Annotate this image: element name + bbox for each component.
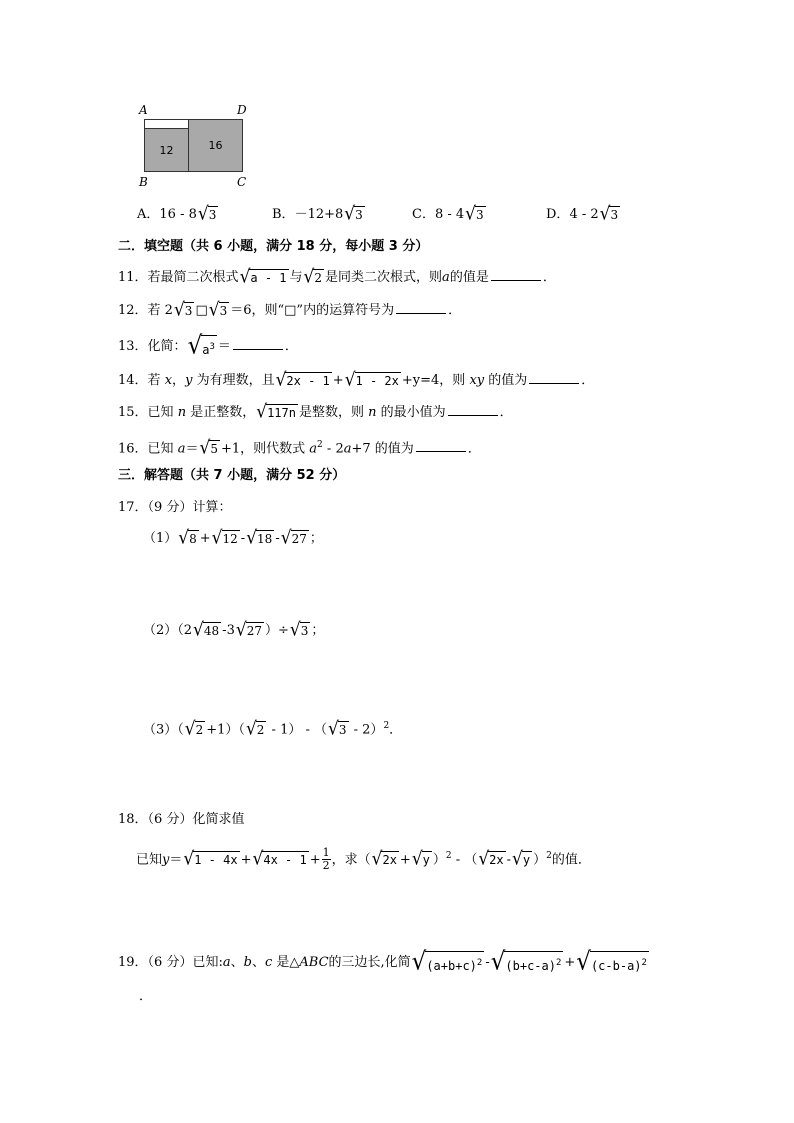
question-12: 12．若 2 √ 3 □ √ 3 ＝6，则“□”内的运算符号为 ． <box>118 299 462 321</box>
square-16 <box>188 119 243 172</box>
question-18-head: 18．（6 分）化简求值 <box>118 812 245 827</box>
question-18-body: 已知y＝ √ 1 - 4x + √ 4x - 1 + $\frac{1}{2}$ ，求（ √ 2x + √ y ）$^2$ - （ √ 2x - √ y ）$^2$的值． <box>136 846 591 873</box>
label-a: A <box>139 103 148 117</box>
label-b: B <box>139 175 148 189</box>
sqrt: √ 3 <box>599 203 619 225</box>
label-d: D <box>237 103 247 117</box>
option-c: C．8 - 4 √ 3 <box>412 203 484 225</box>
answer-blank[interactable] <box>396 302 446 314</box>
fraction-one-half: $\frac{1}{2}$ <box>322 846 330 873</box>
answer-blank[interactable] <box>233 338 283 350</box>
question-17-head: 17．（9 分）计算： <box>118 500 232 515</box>
question-17-part-1: （1） √ 8 + √ 12 - √ 18 - √ 27 ； <box>143 527 323 549</box>
question-16: 16．已知 a＝ √ 5 +1，则代数式 $a^2 - 2a+7$ 的值为 ． <box>118 437 481 460</box>
question-19: 19．（6 分）已知:a、b、c 是△ABC的三边长,化简 √ $(a+b+c)^2$ - √ $(b+c-a)^2$ + √ $(c-b-a)^2$ <box>118 947 647 976</box>
question-17-part-2: （2）（2 √ 48 -3 √ 27 ）÷ √ 3 ； <box>143 619 325 641</box>
answer-blank[interactable] <box>491 269 541 281</box>
question-15: 15．已知 n 是正整数， √ 117n 是整数，则 n 的最小值为 ． <box>118 401 513 423</box>
square-16-label: 16 <box>208 139 223 152</box>
square-12-label: 12 <box>159 143 174 157</box>
label-c: C <box>237 175 247 189</box>
question-14: 14．若 x，y 为有理数，且 √ 2x - 1 + √ 1 - 2x +y=4，则 xy 的值为 ． <box>118 369 595 391</box>
option-a: A．16 - 8 √ 3 <box>137 203 217 225</box>
square-12 <box>144 128 189 172</box>
question-17-part-3: （3）（ √ 2 +1）（ √ 2 - 1） - （ √ 3 - 2）$^2$． <box>143 718 403 741</box>
sqrt: √ 3 <box>197 203 217 225</box>
section-2-title: 二．填空题（共 6 小题，满分 18 分，每小题 3 分） <box>118 239 429 254</box>
question-11: 11．若最简二次根式 √ a - 1 与 √ 2 是同类二次根式，则a的值是 ． <box>118 266 556 288</box>
question-19-end: ． <box>139 989 153 1004</box>
option-d: D．4 - 2 √ 3 <box>546 203 619 225</box>
section-3-title: 三．解答题（共 7 小题，满分 52 分） <box>118 468 346 483</box>
sqrt: √ 3 <box>344 203 363 225</box>
answer-blank[interactable] <box>416 440 466 452</box>
answer-blank[interactable] <box>448 404 498 416</box>
option-b: B．－12+8 √ 3 <box>272 203 363 225</box>
sqrt: √ 3 <box>465 203 484 225</box>
question-13: 13．化简： √ $a^3$ ＝ ． <box>118 331 298 360</box>
answer-blank[interactable] <box>529 372 579 384</box>
